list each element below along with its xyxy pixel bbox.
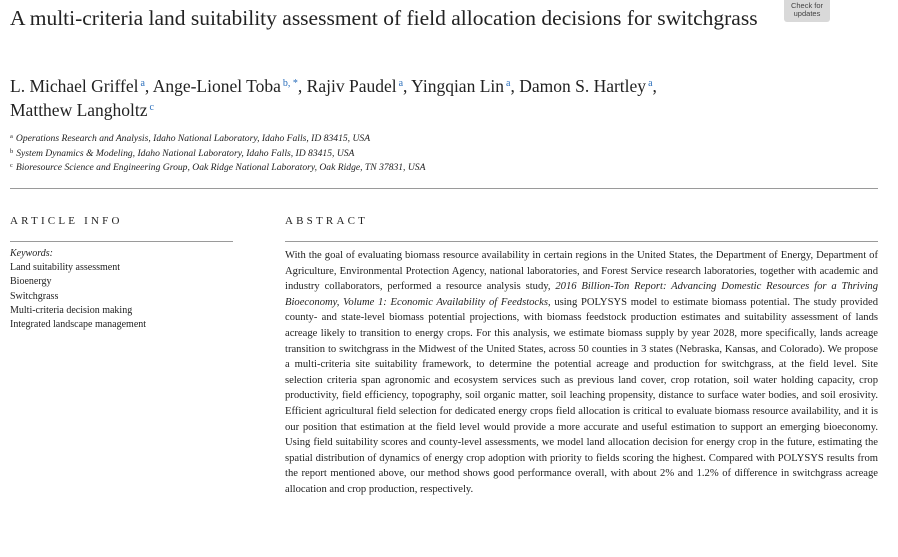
author-affiliation-link[interactable]: a <box>506 78 511 89</box>
author-separator: , <box>144 76 153 96</box>
keyword-item[interactable]: Bioenergy <box>10 276 52 288</box>
author-separator: , <box>652 76 657 96</box>
author-affiliation-link[interactable]: b, * <box>282 78 298 89</box>
abstract-part-2: , using POLYSYS model to estimate biomass potential. The study provided county- and state-level biomass potential projections, with biomass feedstock production estimates and suitability assessment of lands acreage likely to transition to energy crops. For this analysis, we estimate biomass supply by year 2028, more specifically, lands acreage transition to switchgrass in the Midwest of the United States, across 50 counties in 3 states (Nebraska, Kansas, and Colorado). We propose a multi-criteria site suitability framework, to determine the potential acreage and production for switchgrass, at the field level. Site selection criteria span agronomic and ecosystem services such as previous land cover, crop rotation, soil water holding capacity, crop productivity, field efficiency, topography, soil organic matter, soil leaching propensity, distance to surface water bodies, and soil erosivity. Efficient agricultural field selection for dedicated energy crops field allocation is critical to evaluate biomass resource availability, and it is our position that estimation at the field level would provide a more accurate and useful estimation to support an emerging bioeconomy. Using field suitability scores and county-level assessments, we model land allocation decision for energy crop in the future, estimating the spatial distribution of dynamics of energy crop adoption with priority to fields scoring the highest. Compared with POLYSYS results from the report mentioned above, our method shows good performance overall, with about 2% and 1.2% of difference in switchgrass acreage allocation and crop production, respectively. <box>285 296 878 495</box>
affiliation-marker: c <box>10 162 13 169</box>
keyword-item[interactable]: Multi-criteria decision making <box>10 304 133 316</box>
header-divider <box>10 188 878 189</box>
author-name: Yingqian Lin <box>411 76 504 96</box>
affiliation-item <box>10 161 870 176</box>
author-affiliation-link[interactable]: a <box>648 78 653 89</box>
badge-line-2: updates <box>793 9 821 18</box>
affiliation-text: System Dynamics & Modeling, Idaho National Laboratory, Idaho Falls, ID 83415, USA <box>16 147 355 159</box>
author-affiliation-link[interactable]: c <box>149 102 154 113</box>
author-name: L. Michael Griffel <box>10 76 139 96</box>
keywords-block <box>10 247 233 332</box>
article-info-heading: ARTICLE INFO <box>10 215 123 227</box>
affiliation-item <box>10 147 870 162</box>
abstract-part-1: With the goal of evaluating biomass resource availability in certain regions in the United States, the Department of Energy, Department of Agriculture, Environmental Protection Agency, national laboratories, and Forest Service research laboratories, together with academic and industry collaborators, performed a resource analysis study, <box>285 250 878 293</box>
author-separator: , <box>403 76 412 96</box>
affiliation-text: Bioresource Science and Engineering Group, Oak Ridge National Laboratory, Oak Ridge, TN 37831, USA <box>15 162 426 173</box>
affiliation-item <box>10 132 870 147</box>
keyword-item[interactable]: Integrated landscape management <box>10 319 147 331</box>
author-separator: , <box>510 76 520 96</box>
abstract-text <box>285 248 878 498</box>
keyword-item[interactable]: Land suitability assessment <box>10 262 120 274</box>
abstract-divider <box>285 241 878 242</box>
affiliation-marker: b <box>10 147 14 155</box>
article-title: A multi-criteria land suitability assessment of field allocation decisions for switchgrass <box>10 6 758 30</box>
affiliations <box>10 132 870 176</box>
author-list <box>10 74 870 122</box>
keyword-item[interactable]: Switchgrass <box>10 290 59 302</box>
author-name: Ange-Lionel Toba <box>152 76 281 96</box>
article-info-divider <box>10 241 233 242</box>
badge-line-1: Check for <box>790 1 824 10</box>
affiliation-marker: a <box>10 133 13 140</box>
author-affiliation-link[interactable]: a <box>398 78 404 89</box>
keywords-label: Keywords: <box>10 248 53 259</box>
author-name: Rajiv Paudel <box>306 76 397 96</box>
author-name: Damon S. Hartley <box>519 76 647 96</box>
affiliation-text: Operations Research and Analysis, Idaho National Laboratory, Idaho Falls, ID 83415, USA <box>15 133 371 144</box>
author-name: Matthew Langholtz <box>10 100 148 120</box>
author-separator: , <box>297 76 307 96</box>
abstract-heading: ABSTRACT <box>285 215 369 227</box>
check-for-updates-badge[interactable] <box>784 0 830 22</box>
author-affiliation-link[interactable]: a <box>140 78 145 89</box>
abstract-report-title: 2016 Billion-Ton Report: Advancing Domestic Resources for a Thriving Bioeconomy, Volume 1: Economic Availability of Feedstocks <box>285 281 878 308</box>
